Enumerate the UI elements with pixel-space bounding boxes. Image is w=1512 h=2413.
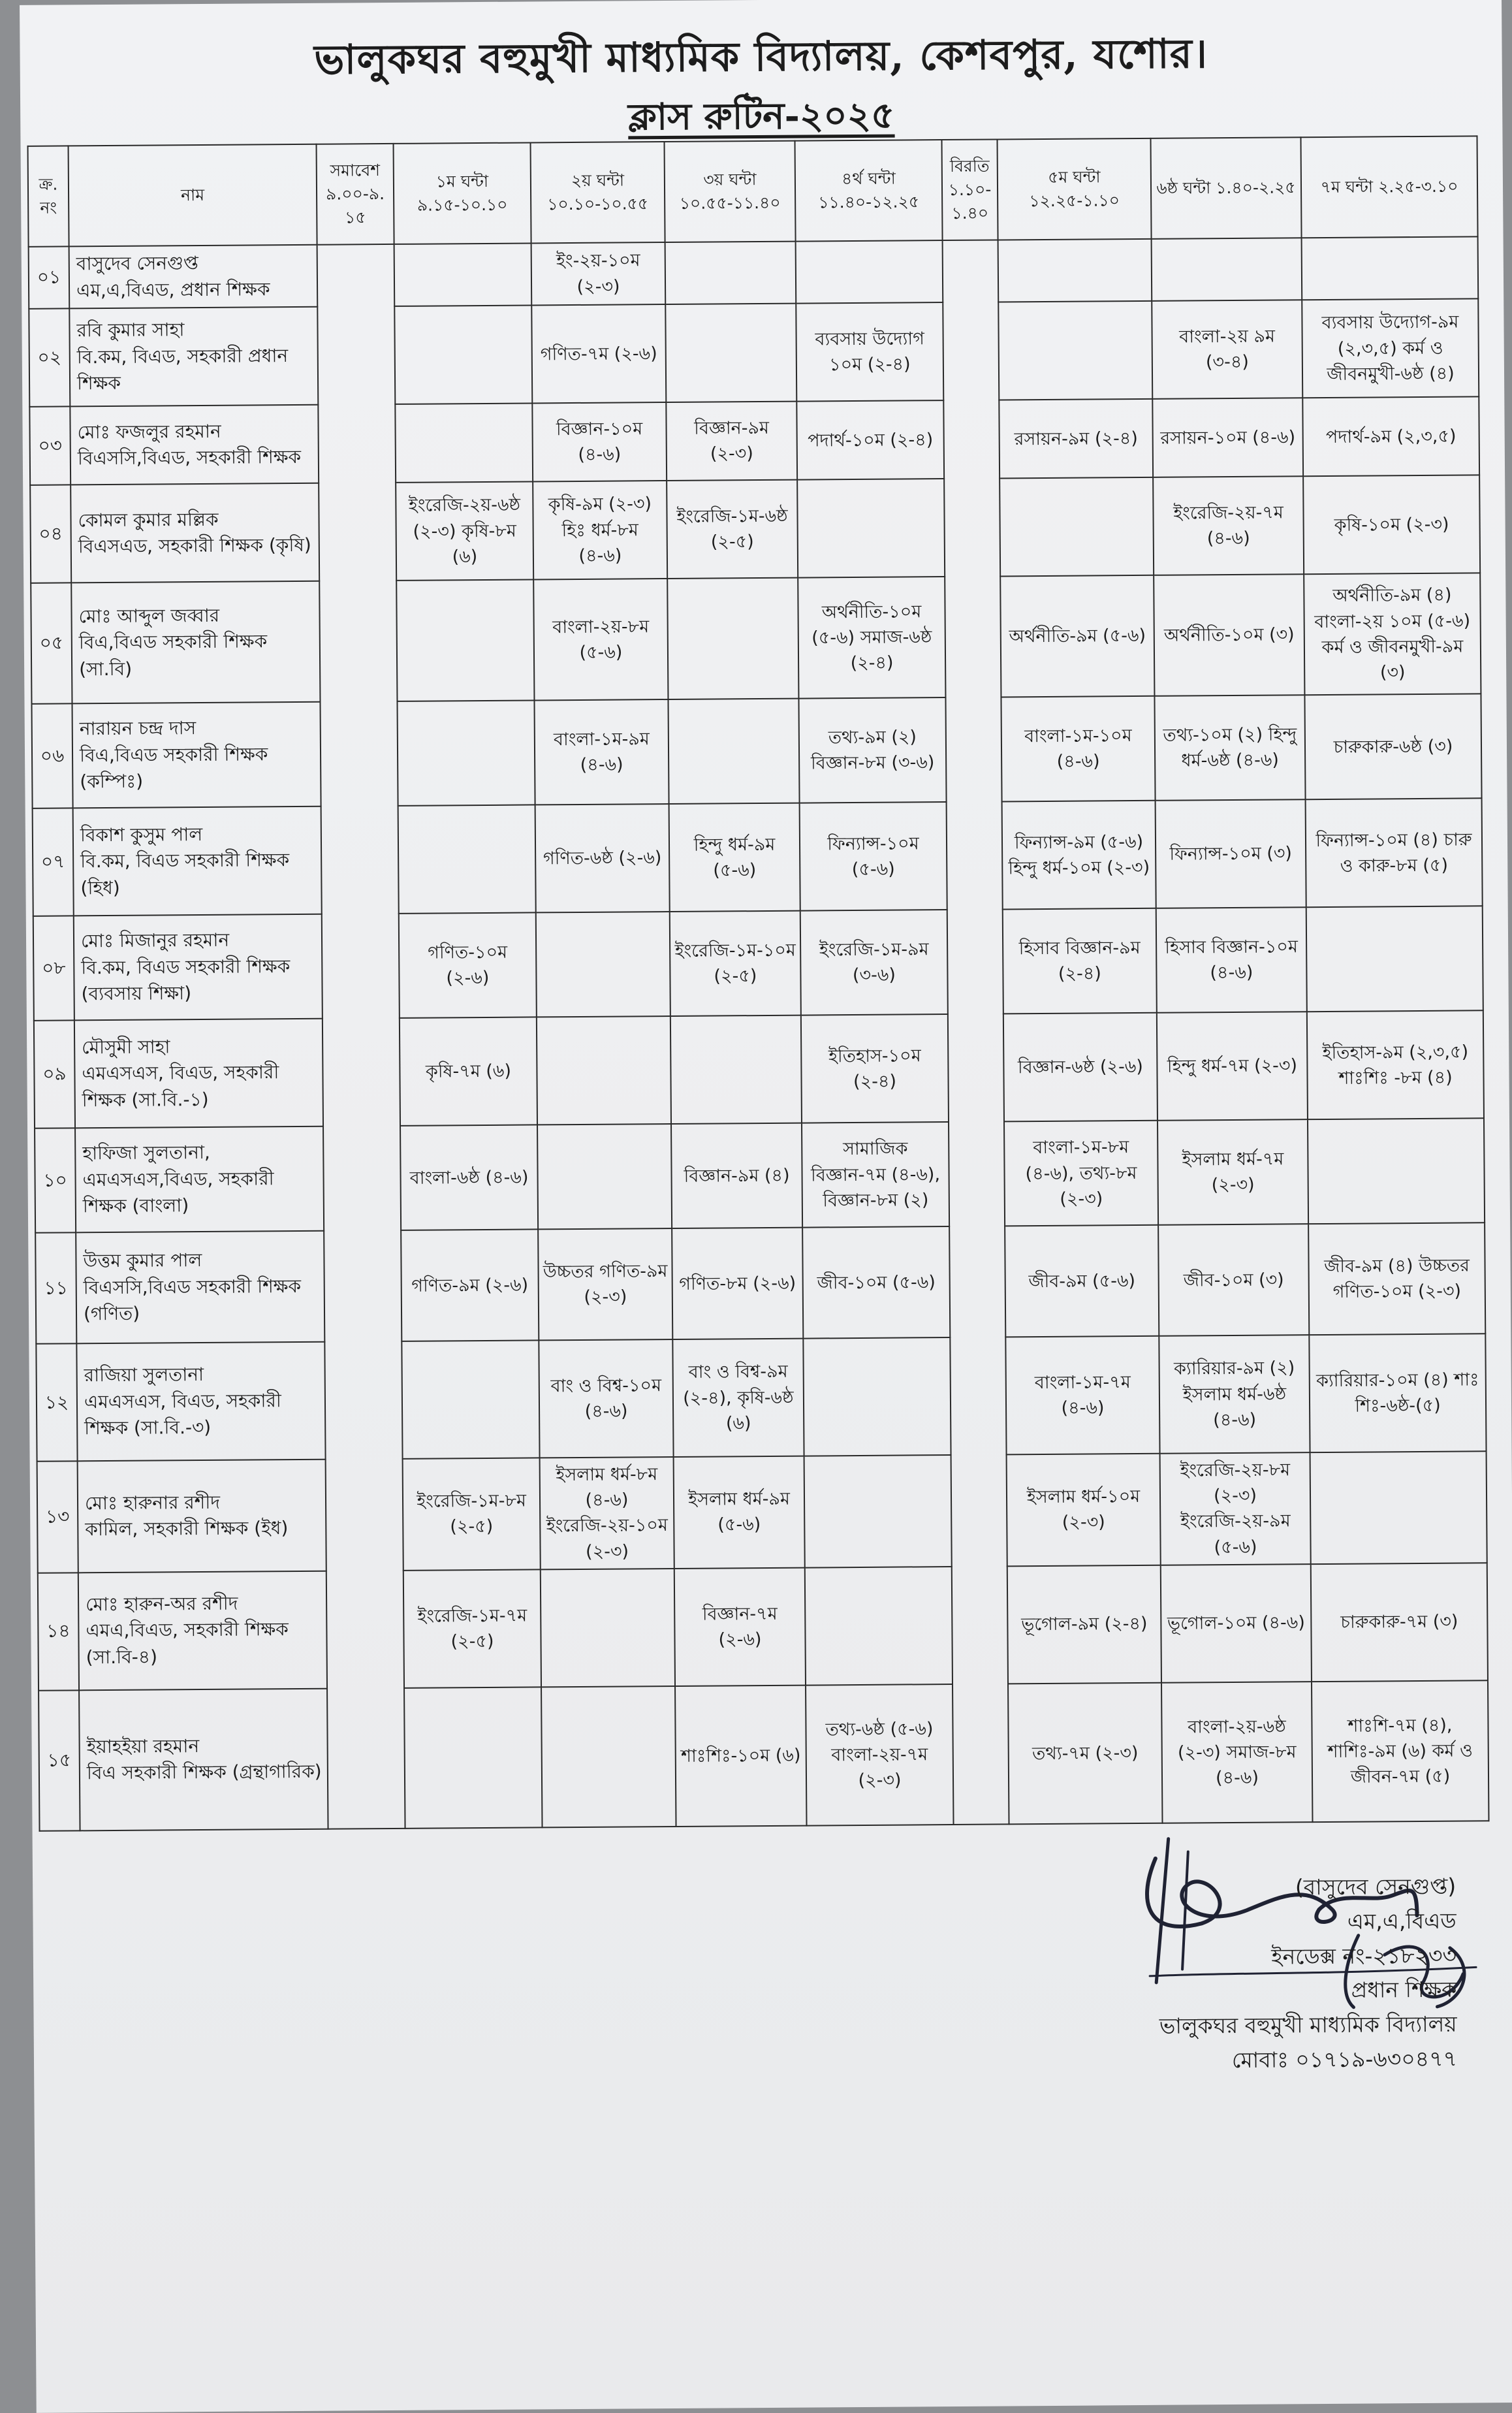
row-serial: ০৮ bbox=[33, 916, 74, 1021]
period-cell-p2: কৃষি-৯ম (২-৩) হিঃ ধর্ম-৮ম (৪-৬) bbox=[533, 481, 667, 579]
period-cell-p3: বিজ্ঞান-৭ম (২-৬) bbox=[674, 1567, 806, 1686]
period-cell-p2 bbox=[541, 1686, 676, 1827]
teacher-qualification: বিএ,বিএড সহকারী শিক্ষক (সা.বি) bbox=[78, 630, 268, 680]
period-cell-p6: ইংরেজি-২য়-৭ম (৪-৬) bbox=[1153, 476, 1304, 575]
period-cell-p7: কৃষি-১০ম (২-৩) bbox=[1303, 475, 1480, 575]
period-cell-p3: ইংরেজি-১ম-৬ষ্ঠ (২-৫) bbox=[667, 480, 798, 579]
period-cell-p5: অর্থনীতি-৯ম (৫-৬) bbox=[1000, 575, 1154, 697]
teacher-cell bbox=[69, 307, 318, 407]
period-cell-p2 bbox=[537, 1124, 672, 1229]
teacher-name: বিকাশ কুসুম পাল bbox=[80, 823, 203, 846]
signatory-title: প্রধান শিক্ষক bbox=[1351, 1977, 1457, 2004]
teacher-qualification: বিএসসি,বিএড সহকারী শিক্ষক (গণিত) bbox=[83, 1275, 302, 1325]
period-cell-p5: ফিন্যান্স-৯ম (৫-৬) হিন্দু ধর্ম-১০ম (২-৩) bbox=[1002, 801, 1156, 910]
signatory-index: ইনডেক্স নং-২১৮২৩৩ bbox=[1271, 1942, 1457, 1970]
col-period-6: ৬ষ্ঠ ঘন্টা ১.৪০-২.২৫ bbox=[1150, 137, 1301, 239]
teacher-qualification: কামিল, সহকারী শিক্ষক (ইধ) bbox=[85, 1517, 289, 1541]
teacher-qualification: বি.কম, বিএড সহকারী শিক্ষক (ব্যবসায় শিক্ষা) bbox=[81, 955, 291, 1005]
table-row bbox=[38, 1563, 1488, 1690]
period-cell-p5: হিসাব বিজ্ঞান-৯ম (২-৪) bbox=[1003, 908, 1157, 1014]
row-serial: ০৩ bbox=[29, 407, 71, 485]
period-cell-p6: ভূগোল-১০ম (৪-৬) bbox=[1161, 1564, 1312, 1683]
teacher-name: মোঃ হারুনার রশীদ bbox=[84, 1491, 221, 1514]
period-cell-p6: অর্থনীতি-১০ম (৩) bbox=[1154, 574, 1304, 696]
period-cell-p4 bbox=[803, 1337, 951, 1456]
col-period-2: ২য় ঘন্টা ১০.১০-১০.৫৫ bbox=[531, 142, 665, 243]
period-cell-p4: তথ্য-৯ম (২) বিজ্ঞান-৮ম (৩-৬) bbox=[798, 697, 946, 803]
period-cell-p5: বিজ্ঞান-৬ষ্ঠ (২-৬) bbox=[1003, 1013, 1158, 1122]
period-cell-p1: কৃষি-৭ম (৬) bbox=[400, 1017, 537, 1126]
teacher-name: রাজিয়া সুলতানা bbox=[84, 1364, 204, 1386]
teacher-qualification: বিএ,বিএড সহকারী শিক্ষক (কম্পিঃ) bbox=[79, 743, 268, 793]
table-row bbox=[31, 694, 1481, 808]
teacher-cell bbox=[72, 702, 321, 808]
period-cell-p7 bbox=[1306, 906, 1483, 1012]
period-cell-p4: ফিন্যান্স-১০ম (৫-৬) bbox=[800, 802, 947, 911]
table-row bbox=[35, 1118, 1485, 1232]
period-cell-p7: ফিন্যান্স-১০ম (৪) চারু ও কারু-৮ম (৫) bbox=[1306, 799, 1483, 908]
period-cell-p7: ব্যবসায় উদ্যোগ-৯ম (২,৩,৫) কর্ম ও জীবনমুখী-৬ষ্ঠ (৪) bbox=[1302, 299, 1479, 398]
period-cell-p2 bbox=[537, 1016, 671, 1125]
teacher-qualification: এম,এ,বিএড, প্রধান শিক্ষক bbox=[76, 278, 270, 301]
col-period-7: ৭ম ঘন্টা ২.২৫-৩.১০ bbox=[1300, 136, 1477, 238]
table-row bbox=[29, 236, 1479, 309]
teacher-qualification: বিএসসি,বিএড, সহকারী শিক্ষক bbox=[77, 446, 302, 470]
school-title: ভালুকঘর বহুমুখী মাধ্যমিক বিদ্যালয়, কেশবপুর, যশোর। bbox=[313, 29, 1208, 84]
col-sl: ক্র. নং bbox=[28, 146, 69, 246]
period-cell-p6: বাংলা-২য়-৬ষ্ঠ (২-৩) সমাজ-৮ম (৪-৬) bbox=[1161, 1682, 1312, 1823]
period-cell-p5 bbox=[998, 239, 1152, 302]
period-cell-p6: জীব-১০ম (৩) bbox=[1158, 1224, 1309, 1336]
period-cell-p4: ব্যবসায় উদ্যোগ ১০ম (২-৪) bbox=[796, 302, 943, 402]
teacher-name: মোঃ হারুন-অর রশীদ bbox=[86, 1592, 238, 1616]
table-row bbox=[29, 397, 1479, 485]
teacher-cell bbox=[74, 1019, 323, 1128]
teacher-name: মোঃ মিজানুর রহমান bbox=[80, 929, 230, 952]
routine-sheet bbox=[20, 0, 1512, 2413]
col-period-5: ৫ম ঘন্টা ১২.২৫-১.১০ bbox=[997, 138, 1151, 240]
table-row bbox=[30, 475, 1480, 583]
period-cell-p6: ফিন্যান্স-১০ম (৩) bbox=[1156, 799, 1306, 908]
period-cell-p7 bbox=[1302, 236, 1479, 300]
signatory-degree: এম,এ,বিএড bbox=[1347, 1908, 1457, 1934]
period-cell-p2: ইসলাম ধর্ম-৮ম (৪-৬) ইংরেজি-২য়-১০ম (২-৩) bbox=[540, 1457, 674, 1569]
teacher-name: হাফিজা সুলতানা, bbox=[82, 1142, 211, 1164]
teacher-cell bbox=[71, 483, 319, 583]
period-cell-p2: বাংলা-২য়-৮ম (৫-৬) bbox=[533, 579, 668, 700]
period-cell-p5: ইসলাম ধর্ম-১০ম (২-৩) bbox=[1007, 1454, 1161, 1566]
table-row bbox=[33, 906, 1483, 1021]
period-cell-p7: অর্থনীতি-৯ম (৪) বাংলা-২য় ১০ম (৫-৬) কর্ম ও জীবনমুখী-৯ম (৩) bbox=[1304, 573, 1481, 695]
teacher-qualification: বি.কম, বিএড সহকারী শিক্ষক (হিধ) bbox=[80, 849, 290, 899]
teacher-cell bbox=[75, 1127, 324, 1233]
period-cell-p1 bbox=[394, 243, 532, 306]
table-row bbox=[37, 1451, 1487, 1573]
period-cell-p2 bbox=[541, 1569, 675, 1687]
period-cell-p6: হিসাব বিজ্ঞান-১০ম (৪-৬) bbox=[1156, 907, 1307, 1013]
col-assembly: সমাবেশ ৯.০০-৯.১৫ bbox=[317, 144, 394, 245]
period-cell-p6: তথ্য-১০ম (২) হিন্দু ধর্ম-৬ষ্ঠ (৪-৬) bbox=[1154, 695, 1305, 801]
teacher-name: ইয়াহইয়া রহমান bbox=[86, 1734, 200, 1757]
teacher-cell bbox=[78, 1460, 326, 1573]
period-cell-p3: শাঃশিঃ-১০ম (৬) bbox=[675, 1685, 806, 1826]
period-cell-p3: বিজ্ঞান-৯ম (৪) bbox=[671, 1123, 802, 1228]
period-cell-p2: উচ্চতর গণিত-৯ম (২-৩) bbox=[538, 1228, 672, 1340]
table-row bbox=[29, 299, 1479, 407]
row-serial: ০২ bbox=[29, 309, 70, 407]
period-cell-p7: পদার্থ-৯ম (২,৩,৫) bbox=[1302, 397, 1479, 477]
period-cell-p3 bbox=[667, 578, 798, 699]
period-cell-p7: ইতিহাস-৯ম (২,৩,৫) শাঃশিঃ -৮ম (৪) bbox=[1307, 1010, 1484, 1119]
routine-title: ক্লাস রুটিন-২০২৫ bbox=[627, 93, 895, 139]
teacher-qualification: এমএ,বিএড, সহকারী শিক্ষক (সা.বি-৪) bbox=[86, 1618, 289, 1669]
table-row bbox=[33, 799, 1483, 916]
signatory-school: ভালুকঘর বহুমুখী মাধ্যমিক বিদ্যালয় bbox=[1159, 2011, 1457, 2039]
period-cell-p3: বাং ও বিশ্ব-৯ম (২-৪), কৃষি-৬ষ্ঠ (৬) bbox=[672, 1339, 804, 1457]
period-cell-p1 bbox=[404, 1687, 542, 1828]
teacher-qualification: এমএসএস, বিএড, সহকারী শিক্ষক (সা.বি.-৩) bbox=[84, 1390, 281, 1439]
period-cell-p3 bbox=[670, 1015, 802, 1124]
period-cell-p6: ইসলাম ধর্ম-৭ম (২-৩) bbox=[1158, 1119, 1308, 1225]
period-cell-p7 bbox=[1308, 1118, 1485, 1224]
period-cell-p2: গণিত-৭ম (২-৬) bbox=[531, 304, 666, 403]
period-cell-p3 bbox=[668, 699, 799, 804]
period-cell-p1: ইংরেজি-১ম-৭ম (২-৫) bbox=[403, 1569, 541, 1687]
row-serial: ১০ bbox=[35, 1128, 76, 1233]
period-cell-p6: বাংলা-২য় ৯ম (৩-৪) bbox=[1152, 300, 1302, 399]
period-cell-p2 bbox=[536, 912, 670, 1017]
signatory-name: (বাসুদেব সেনগুপ্ত) bbox=[1295, 1873, 1457, 1900]
period-cell-p1 bbox=[395, 404, 533, 483]
row-serial: ০৪ bbox=[30, 485, 71, 583]
period-cell-p5: রসায়ন-৯ম (২-৪) bbox=[999, 399, 1153, 479]
col-period-1: ১ম ঘন্টা ৯.১৫-১০.১০ bbox=[394, 142, 531, 244]
period-cell-p6: ক্যারিয়ার-৯ম (২) ইসলাম ধর্ম-৬ষ্ঠ (৪-৬) bbox=[1159, 1335, 1310, 1454]
col-period-4: ৪র্থ ঘন্টা ১১.৪০-১২.২৫ bbox=[795, 140, 943, 242]
period-cell-p5 bbox=[998, 301, 1152, 400]
row-serial: ০৫ bbox=[31, 583, 72, 704]
teacher-cell bbox=[73, 807, 322, 916]
period-cell-p4 bbox=[797, 479, 945, 578]
class-routine-table bbox=[27, 135, 1490, 1831]
row-serial: ০৬ bbox=[31, 704, 72, 808]
period-cell-p6: ইংরেজি-২য়-৮ম (২-৩) ইংরেজি-২য়-৯ম (৫-৬) bbox=[1160, 1452, 1311, 1565]
routine-body bbox=[29, 236, 1489, 1830]
period-cell-p1: গণিত-৯ম (২-৬) bbox=[401, 1230, 539, 1341]
period-cell-p2: বিজ্ঞান-১০ম (৪-৬) bbox=[532, 402, 667, 481]
period-cell-p7: জীব-৯ম (৪) উচ্চতর গণিত-১০ম (২-৩) bbox=[1308, 1222, 1485, 1335]
teacher-name: রবি কুমার সাহা bbox=[76, 319, 185, 342]
signatory-mobile: মোবাঃ ০১৭১৯-৬৩০৪৭৭ bbox=[1231, 2045, 1458, 2073]
row-serial: ১৩ bbox=[37, 1462, 78, 1573]
table-row bbox=[31, 573, 1481, 704]
period-cell-p6: রসায়ন-১০ম (৪-৬) bbox=[1152, 398, 1303, 477]
teacher-cell bbox=[69, 245, 318, 309]
period-cell-p4: তথ্য-৬ষ্ঠ (৫-৬) বাংলা-২য়-৭ম (২-৩) bbox=[806, 1684, 953, 1826]
signature-block bbox=[1025, 1869, 1483, 2079]
period-cell-p1: গণিত-১০ম (২-৬) bbox=[399, 913, 537, 1018]
period-cell-p5: বাংলা-১ম-৮ম (৪-৬), তথ্য-৮ম (২-৩) bbox=[1004, 1121, 1158, 1226]
period-cell-p3: হিন্দু ধর্ম-৯ম (৫-৬) bbox=[669, 803, 800, 912]
teacher-qualification: এমএসএস, বিএড, সহকারী শিক্ষক (সা.বি.-১) bbox=[82, 1061, 279, 1111]
period-cell-p4: অর্থনীতি-১০ম (৫-৬) সমাজ-৬ষ্ঠ (২-৪) bbox=[798, 577, 945, 699]
period-cell-p5: তথ্য-৭ম (২-৩) bbox=[1008, 1683, 1162, 1825]
teacher-cell bbox=[78, 1571, 327, 1690]
teacher-cell bbox=[79, 1688, 328, 1830]
period-cell-p1 bbox=[394, 306, 532, 404]
period-cell-p1 bbox=[397, 701, 535, 806]
teacher-qualification: বিএসএড, সহকারী শিক্ষক (কৃষি) bbox=[78, 534, 311, 558]
period-cell-p5 bbox=[1000, 477, 1154, 577]
period-cell-p4: জীব-১০ম (৫-৬) bbox=[802, 1226, 950, 1339]
table-row bbox=[34, 1010, 1484, 1128]
period-cell-p3: গণিত-৮ম (২-৬) bbox=[672, 1228, 803, 1339]
period-cell-p5: বাংলা-১ম-১০ম (৪-৬) bbox=[1001, 696, 1155, 802]
period-cell-p1 bbox=[396, 580, 534, 701]
row-serial: ০৯ bbox=[34, 1021, 75, 1128]
period-cell-p5: জীব-৯ম (৫-৬) bbox=[1005, 1225, 1159, 1337]
teacher-qualification: বি.কম, বিএড, সহকারী প্রধান শিক্ষক bbox=[76, 344, 289, 394]
period-cell-p3: ইংরেজি-১ম-১০ম (২-৫) bbox=[670, 911, 801, 1016]
row-serial: ১২ bbox=[36, 1344, 77, 1462]
teacher-name: নারায়ন চন্দ্র দাস bbox=[79, 717, 197, 740]
period-cell-p6: হিন্দু ধর্ম-৭ম (২-৩) bbox=[1157, 1012, 1308, 1121]
period-cell-p1 bbox=[402, 1341, 539, 1459]
teacher-name: কোমল কুমার মল্লিক bbox=[78, 508, 219, 531]
period-cell-p1: ইংরেজি-২য়-৬ষ্ঠ (২-৩) কৃষি-৮ম (৬) bbox=[396, 482, 533, 581]
header-row bbox=[28, 136, 1478, 246]
period-cell-p3 bbox=[665, 304, 796, 402]
table-row bbox=[36, 1334, 1486, 1461]
row-serial: ১৪ bbox=[38, 1573, 79, 1690]
teacher-qualification: বিএ সহকারী শিক্ষক (গ্রন্থাগারিক) bbox=[86, 1761, 322, 1784]
teacher-name: উত্তম কুমার পাল bbox=[83, 1249, 202, 1272]
table-row bbox=[35, 1222, 1485, 1343]
period-cell-p2: গণিত-৬ষ্ঠ (২-৬) bbox=[535, 804, 670, 912]
teacher-cell bbox=[74, 914, 323, 1021]
period-cell-p3: ইসলাম ধর্ম-৯ম (৫-৬) bbox=[674, 1456, 805, 1569]
teacher-name: মৌসুমী সাহা bbox=[82, 1036, 170, 1059]
period-cell-p1 bbox=[398, 805, 536, 914]
teacher-cell bbox=[71, 581, 320, 704]
period-cell-p1: বাংলা-৬ষ্ঠ (৪-৬) bbox=[400, 1125, 538, 1230]
row-serial: ১১ bbox=[35, 1233, 76, 1344]
col-period-3: ৩য় ঘন্টা ১০.৫৫-১১.৪০ bbox=[665, 141, 796, 242]
period-cell-p4 bbox=[805, 1567, 953, 1686]
period-cell-p2: বাংলা-১ম-৯ম (৪-৬) bbox=[534, 699, 669, 805]
table-row bbox=[39, 1680, 1488, 1830]
period-cell-p2: বাং ও বিশ্ব-১০ম (৪-৬) bbox=[539, 1339, 673, 1458]
period-cell-p4 bbox=[796, 240, 943, 304]
period-cell-p5: বাংলা-১ম-৭ম (৪-৬) bbox=[1005, 1336, 1159, 1455]
assembly-cell bbox=[317, 244, 405, 1829]
period-cell-p4: সামাজিক বিজ্ঞান-৭ম (৪-৬), বিজ্ঞান-৮ম (২) bbox=[802, 1122, 949, 1228]
period-cell-p1: ইংরেজি-১ম-৮ম (২-৫) bbox=[403, 1458, 541, 1571]
period-cell-p7: ক্যারিয়ার-১০ম (৪) শাঃ শিঃ-৬ষ্ঠ-(৫) bbox=[1309, 1334, 1486, 1452]
row-serial: ০৭ bbox=[33, 808, 74, 916]
period-cell-p7: চারুকারু-৬ষ্ঠ (৩) bbox=[1304, 694, 1481, 800]
col-name: নাম bbox=[69, 144, 317, 247]
period-cell-p4: ইংরেজি-১ম-৯ম (৩-৬) bbox=[800, 910, 948, 1015]
row-serial: ০১ bbox=[29, 246, 70, 309]
period-cell-p7: চারুকারু-৭ম (৩) bbox=[1311, 1563, 1488, 1682]
row-serial: ১৫ bbox=[39, 1690, 80, 1830]
period-cell-p7: শাঃশি-৭ম (৪), শাশিঃ-৯ম (৬) কর্ম ও জীবন-৭ম (৫) bbox=[1312, 1680, 1488, 1822]
teacher-qualification: এমএসএস,বিএড, সহকারী শিক্ষক (বাংলা) bbox=[82, 1168, 274, 1217]
period-cell-p4: ইতিহাস-১০ম (২-৪) bbox=[801, 1014, 949, 1123]
teacher-name: মোঃ আব্দুল জব্বার bbox=[78, 604, 220, 628]
teacher-cell bbox=[70, 405, 319, 485]
period-cell-p2: ইং-২য়-১০ম (২-৩) bbox=[531, 242, 666, 306]
teacher-cell bbox=[76, 1342, 325, 1462]
period-cell-p6 bbox=[1152, 238, 1302, 301]
period-cell-p4: পদার্থ-১০ম (২-৪) bbox=[796, 400, 944, 480]
period-cell-p5: ভূগোল-৯ম (২-৪) bbox=[1007, 1565, 1161, 1684]
teacher-cell bbox=[76, 1231, 324, 1344]
period-cell-p7 bbox=[1310, 1451, 1487, 1563]
period-cell-p4 bbox=[804, 1455, 952, 1567]
teacher-name: বাসুদেব সেনগুপ্ত bbox=[76, 252, 198, 275]
period-cell-p3: বিজ্ঞান-৯ম (২-৩) bbox=[666, 402, 797, 481]
col-break: বিরতি ১.১০-১.৪০ bbox=[942, 139, 998, 240]
teacher-name: মোঃ ফজলুর রহমান bbox=[77, 420, 221, 443]
period-cell-p3 bbox=[665, 242, 796, 305]
